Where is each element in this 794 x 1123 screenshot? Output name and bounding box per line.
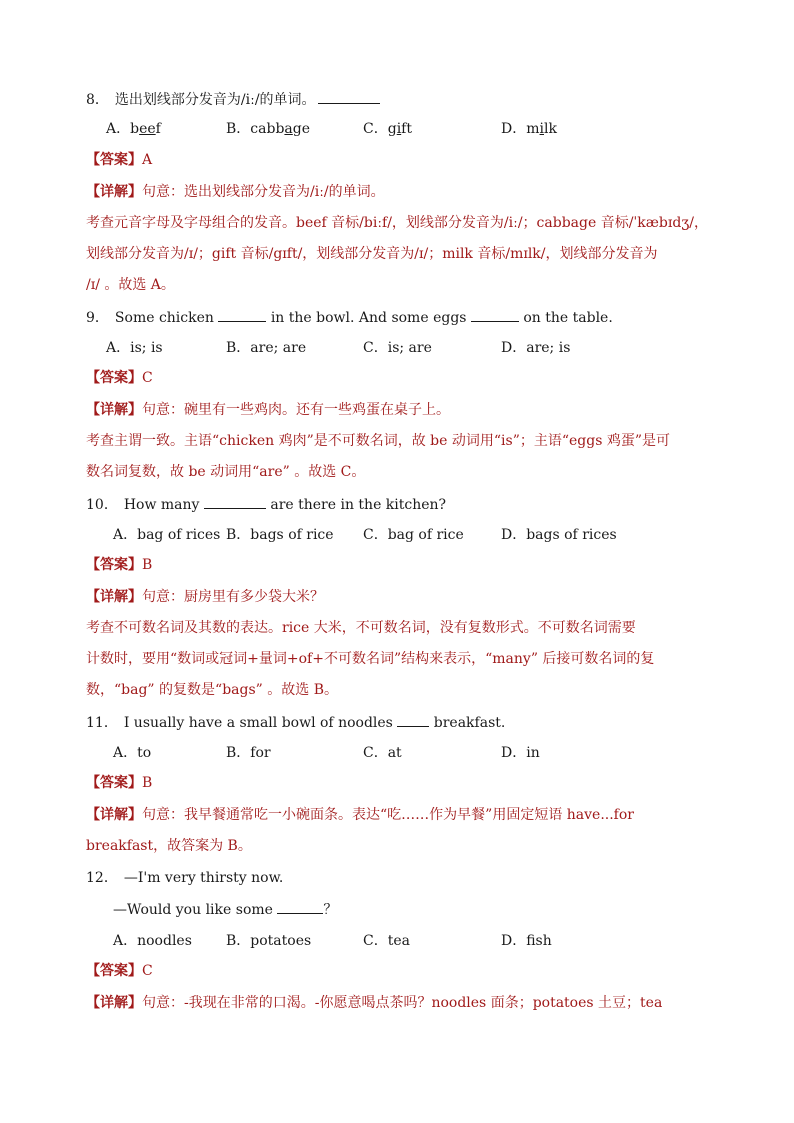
question-number: 8．: [86, 92, 109, 108]
option-c: C．bag of rice: [363, 527, 464, 543]
option-b: B．for: [226, 745, 271, 761]
answer-row: [86, 555, 152, 575]
answer-row: [86, 773, 152, 793]
option-d: D．are; is: [501, 340, 571, 356]
question-stem: 选出划线部分发音为/iː/的单词。: [114, 92, 316, 108]
answer-value: B: [142, 775, 153, 791]
detail-line: /ɪ/ 。故选 A。: [86, 277, 175, 293]
detail-line: 划线部分发音为/ɪ/；gift 音标/gɪft/，划线部分发音为/ɪ/；milk 音标/mɪlk/，划线部分发音为: [86, 246, 658, 262]
option-d: D．fish: [501, 933, 552, 949]
detail-head: 【详解】句意：选出划线部分发音为/iː/的单词。: [86, 184, 385, 200]
detail-line: 数，“bag” 的复数是“bags” 。故选 B。: [86, 682, 338, 698]
answer-blank: [397, 712, 429, 727]
detail-line: 数名词复数，故 be 动词用“are” 。故选 C。: [86, 464, 366, 480]
option-b: B．potatoes: [226, 933, 312, 949]
option-c: C．is; are: [363, 340, 432, 356]
answer-blank: [471, 307, 519, 322]
detail-head: 【详解】句意：厨房里有多少袋大米？: [86, 589, 324, 605]
option-d: D．milk: [501, 121, 557, 137]
answer-row: [86, 368, 153, 388]
option-a: A．beef: [106, 121, 161, 137]
answer-label: 【答案】: [86, 370, 142, 386]
answer-blank: [204, 494, 266, 509]
option-b: B．are; are: [226, 340, 307, 356]
question-number: 9．: [86, 310, 109, 326]
detail-line: 计数时，要用“数词或冠词+量词+of+不可数名词”结构来表示，“many” 后接可数名词的复: [86, 651, 655, 667]
answer-row: [86, 961, 153, 981]
answer-value: C: [142, 963, 153, 979]
question-12-line-2: —Would you like some ？: [113, 899, 337, 920]
question-number: 12．: [86, 870, 118, 886]
option-d: D．bags of rices: [501, 527, 617, 543]
answer-blank: [218, 307, 266, 322]
detail-label: 【详解】: [86, 807, 142, 823]
answer-blank: [277, 899, 323, 914]
answer-value: A: [142, 152, 153, 168]
option-d: D．in: [501, 745, 540, 761]
answer-row: [86, 150, 152, 170]
detail-label: 【详解】: [86, 402, 142, 418]
question-number: 10．: [86, 497, 118, 513]
answer-value: B: [142, 557, 153, 573]
option-a: A．noodles: [113, 933, 192, 949]
option-a: A．bag of rices: [113, 527, 221, 543]
answer-label: 【答案】: [86, 963, 142, 979]
question-12: 12． —I'm very thirsty now.: [86, 870, 284, 886]
detail-head: 【详解】句意：-我现在非常的口渴。-你愿意喝点茶吗？noodles 面条；potatoes 土豆；tea: [86, 995, 663, 1011]
detail-head: 【详解】句意：碗里有一些鸡肉。还有一些鸡蛋在桌子上。: [86, 402, 450, 418]
answer-blank: [318, 89, 380, 104]
detail-label: 【详解】: [86, 184, 142, 200]
option-a: A．is; is: [106, 340, 163, 356]
option-c: C．tea: [363, 933, 410, 949]
detail-label: 【详解】: [86, 589, 142, 605]
detail-line: breakfast，故答案为 B。: [86, 838, 252, 854]
detail-line: 考查不可数名词及其数的表达。rice 大米，不可数名词，没有复数形式。不可数名词需要: [86, 620, 636, 636]
question-11: 11． I usually have a small bowl of noodles breakfast.: [86, 712, 505, 733]
question-8: [86, 89, 380, 110]
detail-line: 考查元音字母及字母组合的发音。beef 音标/biːf/，划线部分发音为/iː/；cabbage 音标/ˈkæbɪdʒ/，: [86, 215, 708, 231]
answer-label: 【答案】: [86, 557, 142, 573]
option-a: A．to: [113, 745, 152, 761]
option-b: B．bags of rice: [226, 527, 334, 543]
answer-label: 【答案】: [86, 775, 142, 791]
option-c: C．gift: [363, 121, 412, 137]
question-9: 9． Some chicken in the bowl. And some eggs on the table.: [86, 307, 613, 328]
option-c: C．at: [363, 745, 402, 761]
detail-label: 【详解】: [86, 995, 142, 1011]
detail-head: 【详解】句意：我早餐通常吃一小碗面条。表达“吃……作为早餐”用固定短语 have...for: [86, 807, 634, 823]
question-number: 11．: [86, 715, 118, 731]
question-10: 10． How many are there in the kitchen?: [86, 494, 446, 515]
detail-line: 考查主谓一致。主语“chicken 鸡肉”是不可数名词，故 be 动词用“is”；主语“eggs 鸡蛋”是可: [86, 433, 671, 449]
option-b: B．cabbage: [226, 121, 311, 137]
answer-value: C: [142, 370, 153, 386]
answer-label: 【答案】: [86, 152, 142, 168]
